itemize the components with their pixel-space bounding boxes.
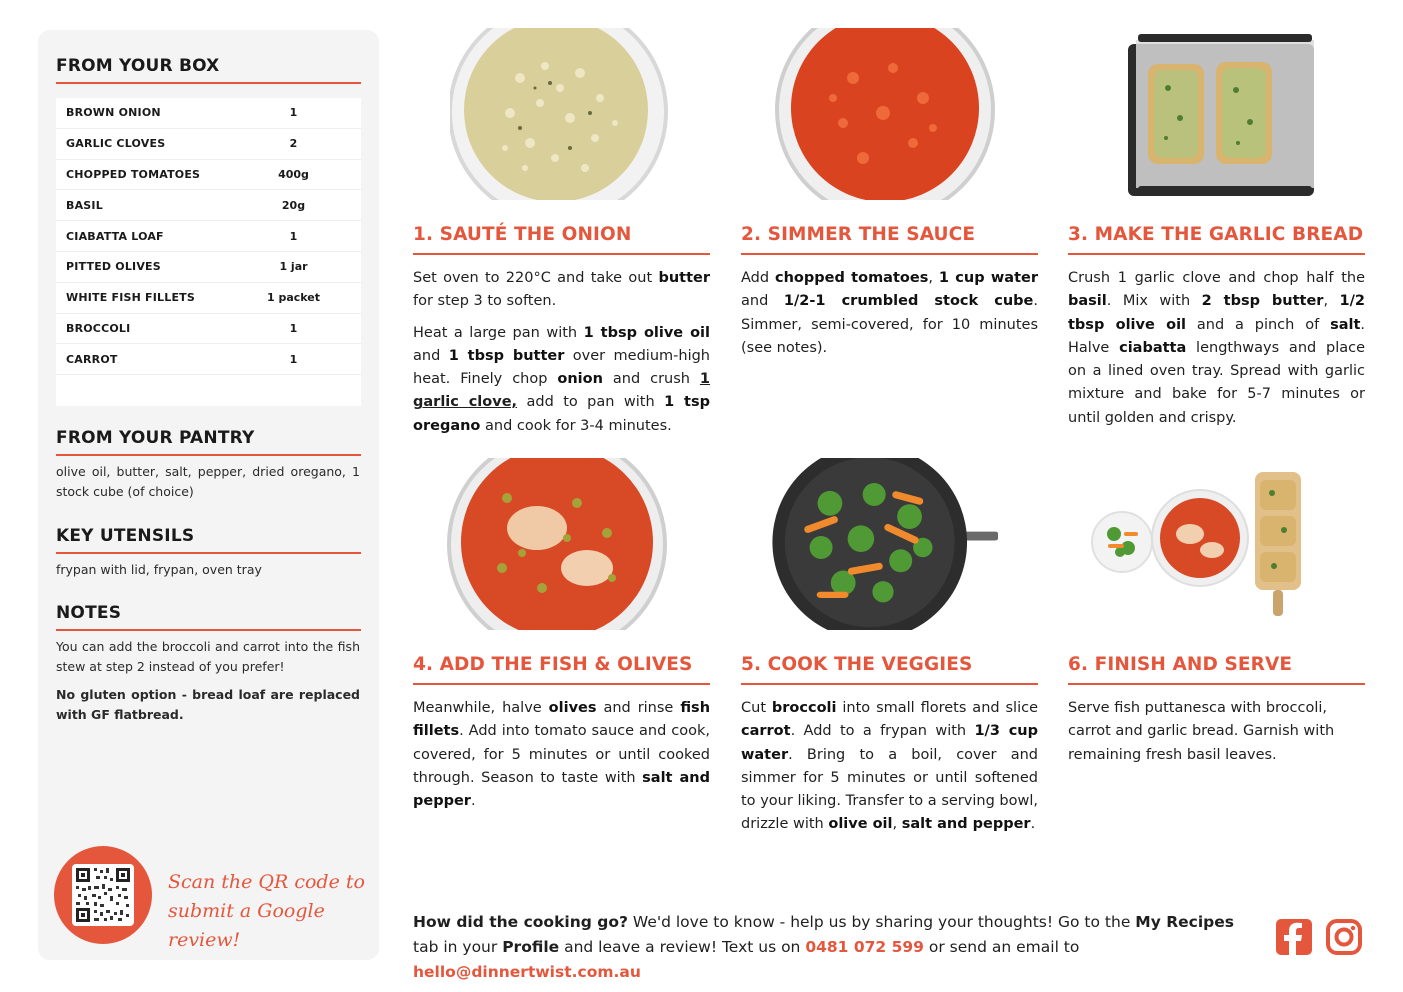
instagram-icon[interactable] bbox=[1325, 918, 1363, 956]
step-3-body bbox=[1068, 267, 1365, 438]
text: and bbox=[413, 347, 449, 364]
ingredient-name: PITTED OLIVES bbox=[66, 260, 161, 274]
text: 1/2-1 crumbled stock cube bbox=[783, 293, 1034, 310]
text: . Halve bbox=[1068, 316, 1365, 356]
my-recipes-label: My Recipes bbox=[1135, 913, 1234, 931]
text: and rinse bbox=[596, 700, 681, 716]
email-link[interactable]: hello@dinnertwist.com.au bbox=[413, 963, 641, 981]
qr-code-icon bbox=[72, 864, 134, 926]
ingredient-qty: 1 jar bbox=[279, 260, 308, 274]
ingredient-name: CHOPPED TOMATOES bbox=[66, 167, 201, 181]
text: basil bbox=[1068, 293, 1107, 310]
text: . bbox=[470, 793, 476, 810]
fish-olives-pan-image bbox=[447, 458, 677, 630]
ingredient-name: CARROT bbox=[66, 352, 118, 366]
text: 2 tbsp butter bbox=[1201, 293, 1324, 310]
ingredient-row bbox=[56, 190, 361, 221]
ingredient-row bbox=[56, 344, 361, 375]
text: 1 cup water bbox=[938, 270, 1039, 286]
sauce-pan-image bbox=[773, 28, 1003, 200]
heading-rule bbox=[56, 552, 361, 554]
ingredient-row bbox=[56, 129, 361, 160]
text: into small florets and slice bbox=[836, 700, 1038, 716]
review-footer bbox=[413, 910, 1263, 985]
step-4-title: 4. ADD THE FISH & OLIVES bbox=[413, 654, 693, 675]
ingredient-row bbox=[56, 252, 361, 283]
text: and cook for 3-4 minutes. bbox=[480, 417, 672, 434]
text: Serve fish puttanesca with broccoli, carrot and garlic bread. Garnish with remaining fresh basil leaves. bbox=[1068, 700, 1335, 763]
text: salt and pepper bbox=[413, 769, 710, 810]
veggies-frypan-image bbox=[768, 458, 998, 630]
step-5-photo bbox=[768, 458, 998, 630]
text: 1 tbsp butter bbox=[448, 347, 565, 364]
step-3-title: 3. MAKE THE GARLIC BREAD bbox=[1068, 224, 1364, 245]
text: Cut bbox=[741, 700, 772, 716]
ingredient-qty: 2 bbox=[289, 137, 298, 151]
ingredient-row bbox=[56, 98, 361, 129]
step-4-body bbox=[413, 697, 710, 821]
garlic-bread-tray-image bbox=[1118, 28, 1348, 200]
ingredient-qty: 1 bbox=[289, 106, 298, 120]
ingredient-qty: 20g bbox=[281, 198, 306, 212]
ingredient-row bbox=[56, 283, 361, 314]
ingredient-qty: 1 bbox=[289, 229, 298, 243]
step-2-body bbox=[741, 267, 1038, 368]
ingredient-qty: 1 bbox=[289, 352, 298, 366]
utensils-heading: KEY UTENSILS bbox=[56, 526, 195, 546]
text: 1 tsp oregano bbox=[413, 394, 710, 434]
qr-caption bbox=[168, 868, 368, 955]
text: ciabatta bbox=[1119, 339, 1187, 356]
step-1-photo bbox=[450, 28, 680, 200]
text: Meanwhile, halve bbox=[413, 700, 549, 716]
serving-plates-image bbox=[1090, 458, 1320, 630]
step-2-para-1 bbox=[741, 267, 1038, 360]
text: tab in your bbox=[413, 938, 503, 956]
ingredient-name: GARLIC CLOVES bbox=[66, 137, 166, 151]
ingredient-qty: 1 bbox=[289, 321, 298, 335]
ingredient-row bbox=[56, 160, 361, 191]
text: or send an email to bbox=[923, 938, 1080, 956]
text: Heat a large pan with bbox=[413, 324, 584, 341]
text: Add bbox=[741, 270, 775, 286]
qr-caption-line: submit a Google review! bbox=[168, 900, 325, 951]
notes-heading: NOTES bbox=[56, 603, 122, 623]
step-rule bbox=[741, 253, 1038, 255]
ingredient-qty: 1 packet bbox=[266, 291, 321, 305]
step-4-photo bbox=[447, 458, 677, 630]
step-6-body bbox=[1068, 697, 1365, 775]
text: butter bbox=[658, 270, 710, 286]
ingredient-table bbox=[56, 98, 361, 406]
pantry-text: olive oil, butter, salt, pepper, dried oregano, 1 stock cube (of choice) bbox=[56, 464, 360, 499]
text: . Simmer, semi-covered, for 10 minutes (see notes). bbox=[741, 293, 1038, 356]
text: add to pan with bbox=[517, 394, 665, 411]
step-5-para-1 bbox=[741, 697, 1038, 837]
text: We'd love to know - help us by sharing your thoughts! Go to the bbox=[627, 913, 1136, 931]
text: 1/3 cup water bbox=[741, 723, 1039, 763]
qr-code[interactable] bbox=[72, 864, 134, 926]
ingredient-row bbox=[56, 314, 361, 345]
ingredient-qty: 400g bbox=[278, 167, 309, 181]
step-6-title: 6. FINISH AND SERVE bbox=[1068, 654, 1293, 675]
step-rule bbox=[1068, 253, 1365, 255]
phone-link[interactable]: 0481 072 599 bbox=[805, 938, 924, 956]
step-5-title: 5. COOK THE VEGGIES bbox=[741, 654, 973, 675]
step-5-body bbox=[741, 697, 1038, 845]
text: . Add to a frypan with bbox=[790, 723, 975, 740]
text: salt bbox=[1330, 316, 1361, 333]
ingredient-name: CIABATTA LOAF bbox=[66, 229, 164, 243]
heading-rule bbox=[56, 82, 361, 84]
step-rule bbox=[1068, 683, 1365, 685]
text: over medium-high heat. Finely chop bbox=[413, 347, 711, 388]
text: carrot bbox=[741, 723, 791, 740]
step-1-body bbox=[413, 267, 710, 446]
ingredient-name: BROWN ONION bbox=[66, 106, 161, 120]
ingredients-sidebar bbox=[38, 30, 379, 960]
qr-caption-line: Scan the QR code to bbox=[168, 871, 365, 893]
pantry-heading: FROM YOUR PANTRY bbox=[56, 428, 255, 448]
step-3-para-1 bbox=[1068, 267, 1365, 430]
text: for step 3 to soften. bbox=[413, 293, 557, 310]
step-2-photo bbox=[773, 28, 1003, 200]
text: 1 tbsp olive oil bbox=[583, 324, 710, 341]
step-6-photo bbox=[1090, 458, 1320, 630]
ingredient-name: BROCCOLI bbox=[66, 321, 131, 335]
text: onion bbox=[557, 371, 603, 388]
text: , bbox=[892, 816, 902, 833]
box-heading: FROM YOUR BOX bbox=[56, 56, 220, 76]
footer-question: How did the cooking go? bbox=[413, 913, 628, 931]
text: and crush bbox=[602, 371, 700, 388]
text: , bbox=[1323, 293, 1340, 310]
facebook-icon[interactable] bbox=[1275, 918, 1313, 956]
step-6-para-1 bbox=[1068, 697, 1365, 767]
text: olive oil bbox=[828, 816, 893, 833]
profile-label: Profile bbox=[502, 938, 560, 956]
ingredient-name: BASIL bbox=[66, 198, 103, 212]
utensils-text: frypan with lid, frypan, oven tray bbox=[56, 562, 262, 577]
text: , bbox=[928, 270, 939, 286]
text: . Mix with bbox=[1106, 293, 1202, 310]
heading-rule bbox=[56, 454, 361, 456]
text: chopped tomatoes bbox=[774, 270, 929, 286]
text: 1/2 tbsp olive oil bbox=[1068, 293, 1365, 333]
ingredient-name: WHITE FISH FILLETS bbox=[66, 291, 196, 305]
garlic-clove-link[interactable]: 1 garlic clove, bbox=[413, 371, 710, 411]
onion-pan-image bbox=[450, 28, 680, 200]
text: and bbox=[741, 293, 784, 310]
qr-code-badge[interactable] bbox=[54, 846, 152, 944]
ingredient-row bbox=[56, 221, 361, 252]
text: fish fillets bbox=[413, 700, 711, 740]
text: salt and pepper bbox=[901, 816, 1031, 833]
step-rule bbox=[413, 683, 710, 685]
text: broccoli bbox=[771, 700, 837, 716]
text: Crush 1 garlic clove and chop half the bbox=[1068, 270, 1365, 286]
step-rule bbox=[741, 683, 1038, 685]
step-rule bbox=[413, 253, 710, 255]
step-1-title: 1. SAUTÉ THE ONION bbox=[413, 224, 632, 245]
text: and leave a review! Text us on bbox=[559, 938, 806, 956]
text: . Bring to a boil, cover and simmer for 5 minutes or until softened to your liking. Transfer to a serving bowl, drizzle with bbox=[741, 746, 1038, 833]
step-3-photo bbox=[1118, 28, 1348, 200]
text: . Add into tomato sauce and cook, covered, for 5 minutes or until cooked through. Season to taste with bbox=[413, 723, 710, 786]
gluten-note: No gluten option - bread loaf are replaced with GF flatbread. bbox=[56, 687, 360, 722]
text: and a pinch of bbox=[1186, 316, 1331, 333]
text: lengthways and place on a lined oven tray. Spread with garlic mixture and bake for 5-7 minutes or until golden and crispy. bbox=[1068, 339, 1366, 426]
step-4-para-1 bbox=[413, 697, 710, 813]
step-2-title: 2. SIMMER THE SAUCE bbox=[741, 224, 976, 245]
step-1-para-2 bbox=[413, 322, 710, 438]
text: olives bbox=[548, 700, 597, 716]
step-1-para-1 bbox=[413, 267, 710, 314]
text: Set oven to 220°C and take out bbox=[413, 270, 659, 286]
heading-rule bbox=[56, 629, 361, 631]
text: . bbox=[1030, 816, 1036, 833]
notes-text: You can add the broccoli and carrot into the fish stew at step 2 instead of you prefer! bbox=[56, 639, 360, 674]
